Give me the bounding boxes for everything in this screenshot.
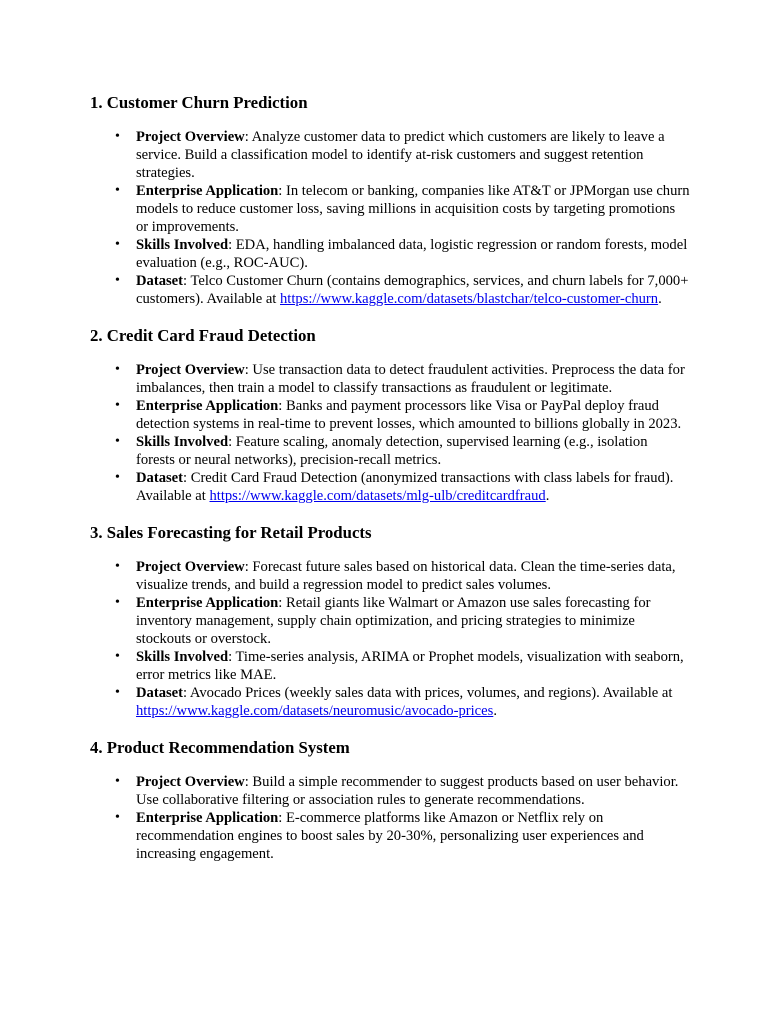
bullet-icon: • [115,559,120,574]
dataset-link[interactable]: https://www.kaggle.com/datasets/neuromusic/avocado-prices [136,703,494,719]
item-label: Dataset [136,685,184,701]
list-item [90,469,690,505]
dataset-link[interactable]: https://www.kaggle.com/datasets/mlg-ulb/creditcardfraud [209,488,546,504]
item-label: Project Overview [136,362,245,378]
bullet-icon: • [115,362,120,377]
item-label: Enterprise Application [136,595,279,611]
item-text: : Avocado Prices (weekly sales data with prices, volumes, and regions). Available at [183,685,673,701]
document-content [90,92,690,880]
item-text: : EDA, handling imbalanced data, logistic regression or random forests, model evaluation (e.g., ROC-AUC). [136,237,688,271]
list-item [90,433,690,469]
item-text: : In telecom or banking, companies like AT&T or JPMorgan use churn models to reduce customer loss, saving millions in acquisition costs by targeting promotions or improvements. [136,183,690,235]
dataset-link[interactable]: https://www.kaggle.com/datasets/blastchar/telco-customer-churn [280,291,659,307]
item-label: Project Overview [136,129,245,145]
bullet-icon: • [115,774,120,789]
item-text-end: . [545,488,550,504]
section-recommendation-system [90,737,690,863]
bullet-icon: • [115,595,120,610]
list-item [90,361,690,397]
item-text-end: . [493,703,497,719]
section-fraud-detection [90,325,690,505]
bullet-icon: • [115,649,120,664]
list-item [90,684,690,720]
bullet-list [90,773,690,863]
bullet-list [90,361,690,505]
bullet-icon: • [115,183,120,198]
item-label: Enterprise Application [136,810,279,826]
item-text: : Telco Customer Churn (contains demographics, services, and churn labels for 7,000+ customers). Available at [136,273,689,307]
bullet-icon: • [115,129,120,144]
list-item [90,128,690,182]
section-heading: 3. Sales Forecasting for Retail Products [90,523,372,542]
item-text: : Build a simple recommender to suggest products based on user behavior. Use collaborative filtering or association rules to generate recommendations. [136,774,679,808]
list-item [90,236,690,272]
item-text: : Feature scaling, anomaly detection, supervised learning (e.g., isolation forests or neural networks), precision-recall metrics. [136,434,648,468]
item-label: Project Overview [136,774,245,790]
item-label: Skills Involved [136,237,229,253]
list-item [90,272,690,308]
list-item [90,773,690,809]
list-item [90,594,690,648]
list-item [90,648,690,684]
bullet-icon: • [115,237,120,252]
section-heading: 4. Product Recommendation System [90,738,350,757]
item-text: : Banks and payment processors like Visa or PayPal deploy fraud detection systems in real-time to prevent losses, which amounted to billions globally in 2023. [136,398,682,432]
item-text: : Analyze customer data to predict which customers are likely to leave a service. Build a classification model to identify at-risk customers and suggest retention strategies. [136,129,665,181]
bullet-icon: • [115,810,120,825]
item-label: Skills Involved [136,649,229,665]
item-label: Dataset [136,470,184,486]
section-heading: 2. Credit Card Fraud Detection [90,326,316,345]
item-text: : E-commerce platforms like Amazon or Netflix rely on recommendation engines to boost sales by 20-30%, personalizing user experiences and increasing engagement. [136,810,644,862]
bullet-icon: • [115,685,120,700]
bullet-icon: • [115,434,120,449]
bullet-list [90,128,690,308]
item-text: : Time-series analysis, ARIMA or Prophet models, visualization with seaborn, error metrics like MAE. [136,649,684,683]
item-label: Enterprise Application [136,183,279,199]
bullet-list [90,558,690,720]
list-item [90,809,690,863]
list-item [90,397,690,433]
item-label: Dataset [136,273,184,289]
item-text: : Use transaction data to detect fraudulent activities. Preprocess the data for imbalances, then train a model to classify transactions as fraudulent or legitimate. [136,362,685,396]
section-sales-forecasting [90,522,690,720]
section-customer-churn [90,92,690,308]
list-item [90,182,690,236]
bullet-icon: • [115,470,120,485]
item-label: Enterprise Application [136,398,279,414]
item-text: : Retail giants like Walmart or Amazon use sales forecasting for inventory management, supply chain optimization, and pricing strategies to minimize stockouts or overstock. [136,595,651,647]
item-label: Skills Involved [136,434,229,450]
item-label: Project Overview [136,559,245,575]
item-text-end: . [658,291,662,307]
bullet-icon: • [115,398,120,413]
item-text: : Credit Card Fraud Detection (anonymized transactions with class labels for fraud). Available at [136,470,674,504]
list-item [90,558,690,594]
section-heading: 1. Customer Churn Prediction [90,93,308,112]
bullet-icon: • [115,273,120,288]
item-text: : Forecast future sales based on historical data. Clean the time-series data, visualize trends, and build a regression model to predict sales volumes. [136,559,676,593]
